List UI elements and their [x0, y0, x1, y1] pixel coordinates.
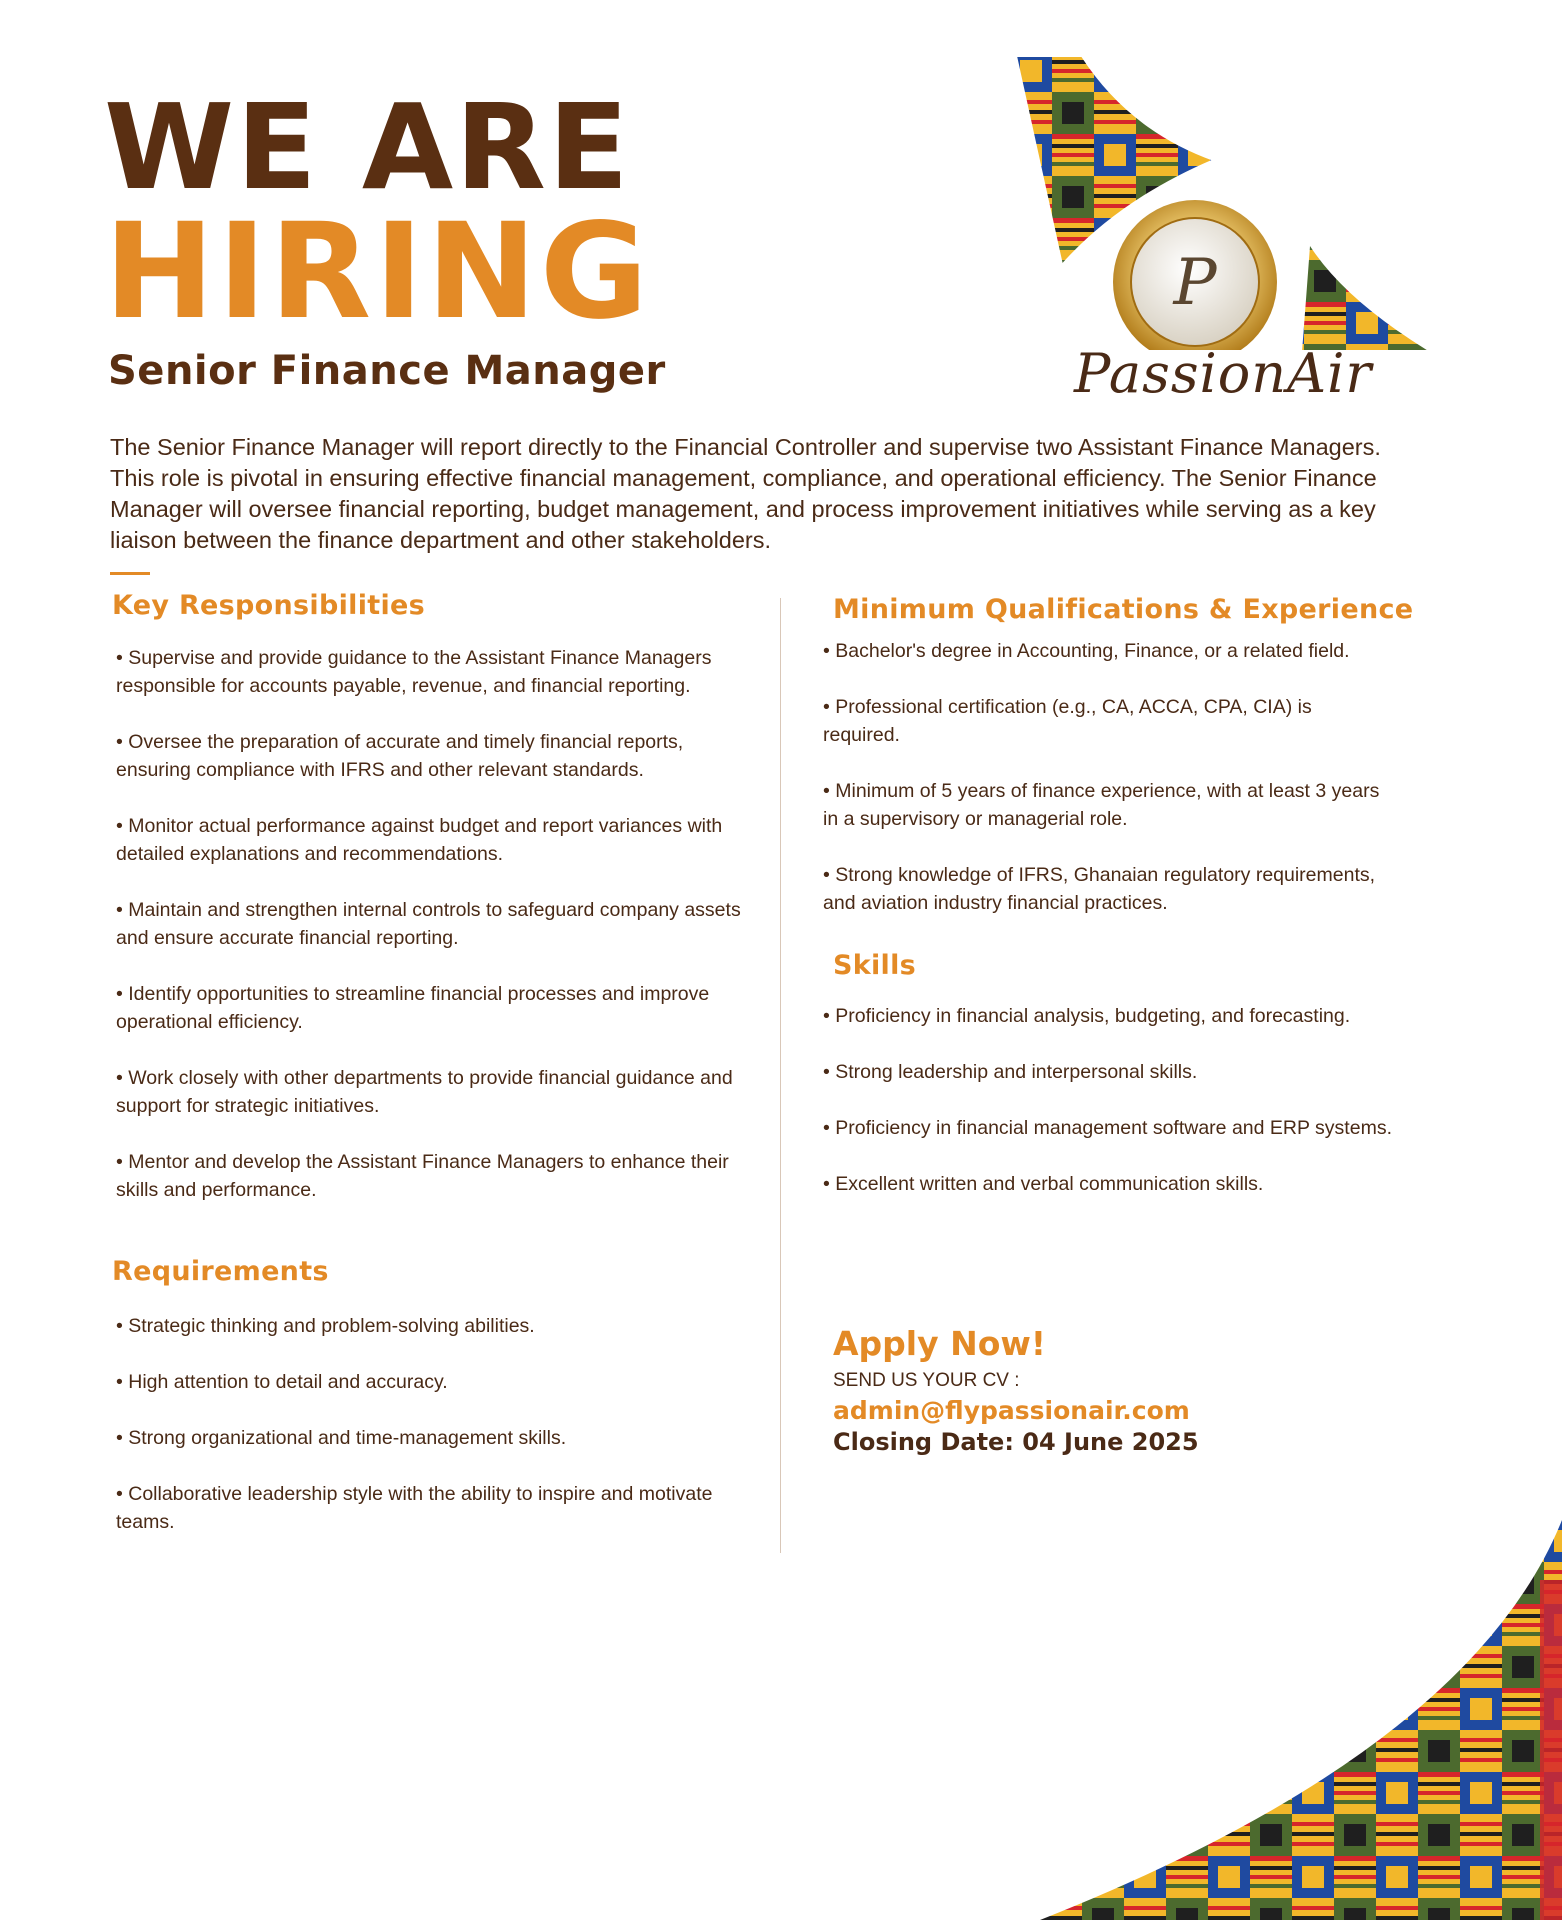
logo-monogram: P	[1173, 246, 1217, 320]
list-item: • Professional certification (e.g., CA, ACCA, CPA, CIA) is required.	[823, 693, 1393, 749]
list-item: • Identify opportunities to streamline financial processes and improve operational efficiency.	[116, 980, 748, 1036]
list-item: • High attention to detail and accuracy.	[116, 1368, 748, 1396]
qualifications-list	[823, 637, 1393, 945]
headline-hiring: HIRING	[104, 195, 652, 349]
job-title: Senior Finance Manager	[108, 348, 666, 394]
kente-edge-stripe	[1540, 1580, 1562, 1920]
list-item: • Oversee the preparation of accurate and timely financial reports, ensuring compliance with IFRS and other relevant standards.	[116, 728, 748, 784]
list-item: • Bachelor's degree in Accounting, Finance, or a related field.	[823, 637, 1393, 665]
skills-list	[823, 1002, 1393, 1226]
list-item: • Strategic thinking and problem-solving abilities.	[116, 1312, 748, 1340]
section-rule	[110, 572, 150, 575]
list-item: • Minimum of 5 years of finance experience, with at least 3 years in a supervisory or managerial role.	[823, 777, 1393, 833]
apply-now-heading: Apply Now!	[833, 1324, 1046, 1363]
requirements-list	[116, 1312, 748, 1564]
intro-paragraph: The Senior Finance Manager will report directly to the Financial Controller and supervise two Assistant Finance Managers. This role is pivotal in ensuring effective financial management, compliance, and operational efficiency. The Senior Finance Manager will oversee financial reporting, budget management, and process improvement initiatives while serving as a key liaison between the finance department and other stakeholders.	[110, 434, 1381, 553]
logo-brand-name: PassionAir	[1074, 342, 1373, 405]
passionair-logo-graphic	[1010, 50, 1440, 350]
right-tail-fin	[1302, 246, 1430, 350]
list-item: • Strong leadership and interpersonal skills.	[823, 1058, 1393, 1086]
responsibilities-title: Key Responsibilities	[112, 590, 425, 621]
list-item: • Strong knowledge of IFRS, Ghanaian regulatory requirements, and aviation industry financial practices.	[823, 861, 1393, 917]
skills-title: Skills	[833, 950, 917, 981]
kente-corner-decoration	[1040, 1520, 1562, 1920]
requirements-title: Requirements	[112, 1256, 329, 1287]
closing-date: Closing Date: 04 June 2025	[833, 1428, 1199, 1456]
list-item: • Proficiency in financial analysis, budgeting, and forecasting.	[823, 1002, 1393, 1030]
apply-email-link[interactable]: admin@flypassionair.com	[833, 1396, 1190, 1425]
list-item: • Work closely with other departments to provide financial guidance and support for strategic initiatives.	[116, 1064, 748, 1120]
headline-we-are: WE ARE	[104, 78, 631, 216]
list-item: • Excellent written and verbal communication skills.	[823, 1170, 1393, 1198]
qualifications-title: Minimum Qualifications & Experience	[833, 594, 1414, 625]
column-divider	[780, 598, 781, 1553]
responsibilities-list	[116, 644, 748, 1232]
list-item: • Monitor actual performance against budget and report variances with detailed explanations and recommendations.	[116, 812, 748, 868]
list-item: • Proficiency in financial management software and ERP systems.	[823, 1114, 1393, 1142]
send-cv-label: SEND US YOUR CV :	[833, 1370, 1020, 1391]
list-item: • Collaborative leadership style with the ability to inspire and motivate teams.	[116, 1480, 748, 1536]
kente-wave	[1040, 1520, 1562, 1920]
list-item: • Supervise and provide guidance to the Assistant Finance Managers responsible for accounts payable, revenue, and financial reporting.	[116, 644, 748, 700]
list-item: • Strong organizational and time-management skills.	[116, 1424, 748, 1452]
list-item: • Maintain and strengthen internal controls to safeguard company assets and ensure accurate financial reporting.	[116, 896, 748, 952]
list-item: • Mentor and develop the Assistant Finance Managers to enhance their skills and performance.	[116, 1148, 748, 1204]
